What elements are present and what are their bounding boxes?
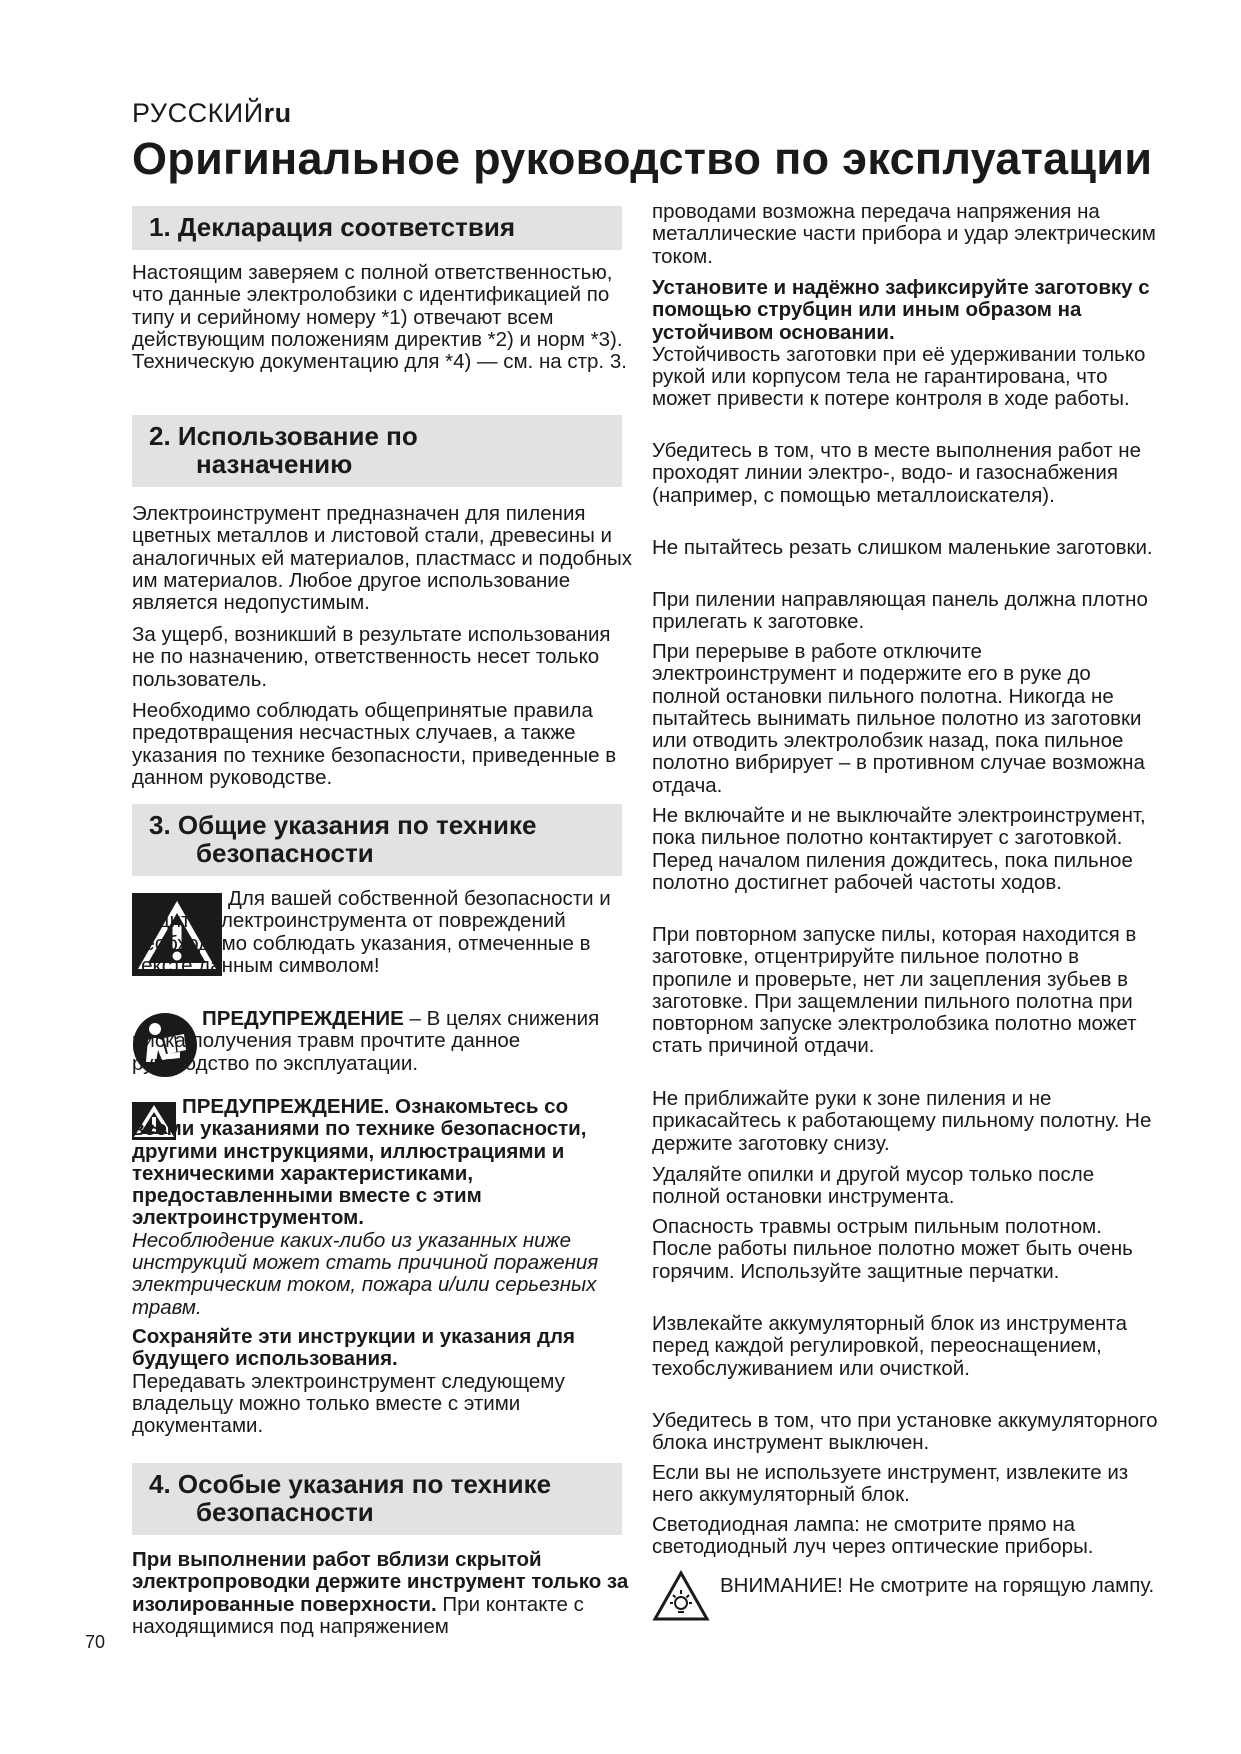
led-warning-text: ВНИМАНИЕ! Не смотрите на горящую лампу.: [720, 1574, 1155, 1597]
right-paragraph-13: Убедитесь в том, что при установке аккумуляторного блока инструмент выключен.: [652, 1409, 1158, 1455]
hidden-wiring-warning: [132, 1549, 632, 1638]
keep-instructions: [132, 1326, 632, 1437]
right-paragraph-12: Извлекайте аккумуляторный блок из инструмента перед каждой регулировкой, переоснащением, техобслуживанием или очисткой.: [652, 1312, 1127, 1380]
section-4-heading: [132, 1463, 622, 1535]
section-4-title-line2: безопасности: [196, 1497, 374, 1527]
general-warning: [132, 1096, 632, 1319]
section-2-title-line1: 2. Использование по: [149, 421, 418, 451]
workpiece-fix-text: Устойчивость заготовки при её удерживании только рукой или корпусом тела не гарантирована, что может привести к потере контроля в ходе работы.: [652, 342, 1146, 411]
right-paragraph-15: Светодиодная лампа: не смотрите прямо на светодиодный луч через оптические приборы.: [652, 1513, 1094, 1559]
right-paragraph-1: проводами возможна передача напряжения на металлические части прибора и удар электрическим током.: [652, 200, 1156, 268]
general-warning-italic: Несоблюдение каких-либо из указанных ниже инструкций может стать причиной поражения электрическим током, пожара и/или серьезных травм.: [132, 1228, 599, 1319]
right-paragraph-11: Опасность травмы острым пильным полотном. После работы пильное полотно может быть очень горячим. Используйте защитные перчатки.: [652, 1215, 1133, 1283]
section-3-heading: [132, 804, 622, 876]
read-manual-text: – В целях снижения риска получения травм прочтите данное руководство по эксплуатации.: [132, 1007, 600, 1075]
language-code: ru: [263, 98, 292, 128]
right-paragraph-10: Удаляйте опилки и другой мусор только после полной остановки инструмента.: [652, 1163, 1095, 1209]
general-warning-bold: ПРЕДУПРЕЖДЕНИЕ. Ознакомьтесь со всеми указаниями по технике безопасности, другими инструкциями, иллюстрациями и техническими характеристиками, предоставленными вместе с этим электроинструментом.: [132, 1095, 587, 1230]
hidden-wiring-text: При контакте с находящимися под напряжением: [132, 1592, 584, 1638]
right-paragraph-3: Убедитесь в том, что в месте выполнения работ не проходят линии электро-, водо- и газоснабжения (например, с помощью металлоискателя).: [652, 439, 1142, 507]
section-3-title-line2: безопасности: [196, 838, 374, 868]
safety-symbol-note: Для вашей собственной безопасности и защиты электроинструмента от повреждений необходимо соблюдать указания, отмеченные в тексте данным символом!: [132, 887, 611, 977]
liability-paragraph: За ущерб, возникший в результате использования не по назначению, ответственность несет только пользователь.: [132, 623, 611, 691]
accident-rules-paragraph: Необходимо соблюдать общепринятые правила предотвращения несчастных случаев, а также указания по технике безопасности, приведенные в данном руководстве.: [132, 699, 617, 789]
section-4-title-line1: 4. Особые указания по технике: [149, 1469, 552, 1499]
section-3-title-line1: 3. Общие указания по технике: [149, 810, 537, 840]
keep-instructions-text: Передавать электроинструмент следующему владельцу можно только вместе с этими документами.: [132, 1369, 565, 1438]
section-2-heading: [132, 415, 622, 487]
right-paragraph-8: При повторном запуске пилы, которая находится в заготовке, отцентрируйте пильное полотно в пропиле и проверьте, нет ли зацепления зубьев в заготовке. При защемлении пильного полотна при повторном запуске электролобзика полотно может стать причиной отдачи.: [652, 923, 1137, 1058]
right-paragraph-9: Не приближайте руки к зоне пиления и не прикасайтесь к работающему пильному полотну. Не держите заготовку снизу.: [652, 1087, 1152, 1155]
declaration-paragraph: Настоящим заверяем с полной ответственностью, что данные электролобзики с идентификацией по типу и серийному номеру *1) отвечают всем действующим положениям директив *2) и норм *3). Техническую документацию для *4) — см. на стр. 3.: [132, 261, 627, 374]
language-name: РУССКИЙ: [132, 98, 264, 128]
language-label: [132, 98, 292, 129]
right-paragraph-7: Не включайте и не выключайте электроинструмент, пока пильное полотно контактирует с заготовкой. Перед началом пиления дождитесь, пока пильное полотно достигнет рабочей частоты ходов.: [652, 804, 1146, 894]
section-1-heading: [132, 206, 622, 250]
right-paragraph-14: Если вы не используете инструмент, извлеките из него аккумуляторный блок.: [652, 1461, 1129, 1507]
keep-instructions-bold: Сохраняйте эти инструкции и указания для будущего использования.: [132, 1325, 576, 1371]
right-paragraph-5: При пилении направляющая панель должна плотно прилегать к заготовке.: [652, 588, 1148, 634]
workpiece-fix-bold: Установите и надёжно зафиксируйте заготовку с помощью струбцин или иным образом на устойчивом основании.: [652, 276, 1150, 344]
right-paragraph-6: При перерыве в работе отключите электроинструмент и подержите его в руке до полной остановки пильного полотна. Никогда не пытайтесь вынимать пильное полотно из заготовки или отводить электролобзик назад, пока пильное полотно вибрирует – в противном случае возможна отдача.: [652, 640, 1145, 797]
page-number: 70: [85, 1632, 106, 1652]
intended-use-paragraph: Электроинструмент предназначен для пиления цветных металлов и листовой стали, древесины и аналогичных ей материалов, пластмасс и подобных им материалов. Любое другое использование является недопустимым.: [132, 502, 633, 615]
page-title: Оригинальное руководство по эксплуатации: [132, 133, 1153, 184]
led-warning-icon: [652, 1570, 710, 1622]
read-manual-warning: [132, 1008, 632, 1075]
section-2-title-line2: назначению: [196, 449, 353, 479]
warning-label: ПРЕДУПРЕЖДЕНИЕ: [202, 1007, 404, 1030]
right-paragraph-2: [652, 277, 1162, 411]
hidden-wiring-bold: При выполнении работ вблизи скрытой электропроводки держите инструмент только за изолированные поверхности.: [132, 1548, 629, 1616]
section-1-title: 1. Декларация соответствия: [149, 212, 516, 242]
right-paragraph-4: Не пытайтесь резать слишком маленькие заготовки.: [652, 536, 1153, 559]
